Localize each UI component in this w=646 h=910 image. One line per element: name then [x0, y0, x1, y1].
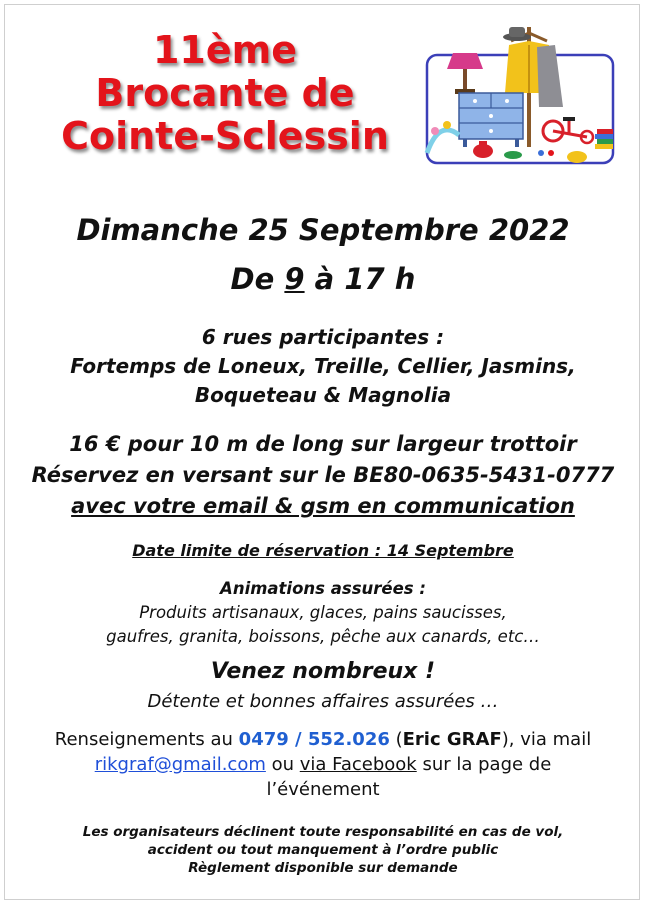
animations-line-1: Produits artisanaux, glaces, pains saucisses, — [139, 603, 507, 622]
disclaimer-line-3: Règlement disponible sur demande — [188, 860, 458, 876]
contact-prefix: Renseignements au — [54, 729, 239, 750]
contact-name: Eric GRAF — [402, 729, 502, 750]
facebook-link[interactable]: via Facebook — [299, 754, 417, 775]
contact-ou: ou — [265, 754, 300, 775]
contact-paren-close: ), via mail — [501, 729, 592, 750]
streets-line-2: Boqueteau & Magnolia — [194, 383, 452, 407]
title-line-edition: 11ème — [152, 28, 298, 72]
contact-line-3: l’événement — [266, 779, 380, 800]
event-hours — [5, 262, 641, 296]
event-date: Dimanche 25 Septembre 2022 — [76, 213, 570, 247]
invite-subline: Détente et bonnes affaires assurées … — [147, 691, 499, 712]
streets-line-1: Fortemps de Loneux, Treille, Cellier, Jasmins, — [70, 354, 576, 378]
flyer-page — [4, 4, 640, 900]
animations-block — [5, 577, 641, 649]
invite-headline: Venez nombreux ! — [210, 659, 436, 684]
disclaimer-line-2: accident ou tout manquement à l’ordre public — [147, 842, 499, 858]
contact-phone[interactable]: 0479 / 552.026 — [238, 729, 390, 750]
brocante-items-illustration-icon — [419, 23, 621, 169]
title-line-location: Cointe-Sclessin — [61, 114, 389, 158]
animations-heading: Animations assurées : — [220, 579, 426, 598]
contact-suffix: sur la page de — [416, 754, 552, 775]
contact-email-link[interactable]: rikgraf@gmail.com — [94, 754, 266, 775]
hours-suffix: à 17 h — [304, 262, 416, 296]
pricing-line-1: 16 € pour 10 m de long sur largeur trottoir — [69, 432, 577, 456]
hours-prefix: De — [230, 262, 285, 296]
contact-paren-open: ( — [389, 729, 403, 750]
disclaimer-block — [5, 823, 641, 877]
reservation-deadline: Date limite de réservation : 14 Septembre — [132, 541, 514, 560]
pricing-line-2: Réservez en versant sur le BE80-0635-5431-0777 — [31, 463, 615, 487]
streets-block — [5, 323, 641, 410]
pricing-line-3: avec votre email & gsm en communication — [71, 494, 575, 518]
streets-heading: 6 rues participantes : — [201, 325, 445, 349]
hours-start: 9 — [284, 262, 305, 296]
pricing-block — [5, 429, 641, 522]
flyer-title — [35, 29, 415, 158]
title-line-brocante: Brocante de — [95, 71, 355, 115]
disclaimer-line-1: Les organisateurs déclinent toute responsabilité en cas de vol, — [82, 824, 564, 840]
contact-block — [5, 727, 641, 802]
animations-line-2: gaufres, granita, boissons, pêche aux canards, etc… — [106, 627, 540, 646]
